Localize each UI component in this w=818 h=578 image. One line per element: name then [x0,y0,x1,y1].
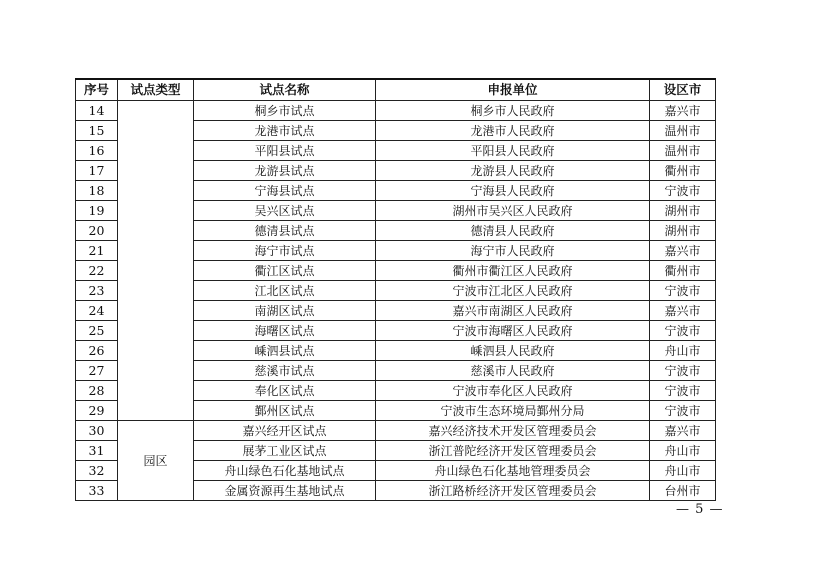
header-name: 试点名称 [194,79,376,101]
cell-unit: 宁海县人民政府 [376,181,650,201]
cell-unit: 德清县人民政府 [376,221,650,241]
cell-name: 吴兴区试点 [194,201,376,221]
cell-name: 慈溪市试点 [194,361,376,381]
table-row [76,101,716,121]
cell-city: 湖州市 [650,221,716,241]
cell-name: 舟山绿色石化基地试点 [194,461,376,481]
cell-unit: 湖州市吴兴区人民政府 [376,201,650,221]
cell-no: 16 [76,141,118,161]
cell-no: 27 [76,361,118,381]
cell-unit: 浙江普陀经济开发区管理委员会 [376,441,650,461]
pilot-table [75,78,716,501]
page-number: — 5 — [676,502,724,517]
cell-city: 温州市 [650,121,716,141]
cell-unit: 宁波市生态环境局鄞州分局 [376,401,650,421]
cell-name: 鄞州区试点 [194,401,376,421]
header-no: 序号 [76,79,118,101]
cell-city: 宁波市 [650,281,716,301]
cell-city: 舟山市 [650,461,716,481]
cell-no: 23 [76,281,118,301]
cell-name: 海宁市试点 [194,241,376,261]
cell-no: 18 [76,181,118,201]
cell-type-group: 园区 [118,421,194,501]
header-unit: 申报单位 [376,79,650,101]
cell-name: 衢江区试点 [194,261,376,281]
cell-city: 舟山市 [650,341,716,361]
cell-name: 南湖区试点 [194,301,376,321]
cell-no: 32 [76,461,118,481]
cell-no: 33 [76,481,118,501]
cell-name: 龙游县试点 [194,161,376,181]
cell-no: 29 [76,401,118,421]
cell-city: 嘉兴市 [650,241,716,261]
cell-city: 舟山市 [650,441,716,461]
cell-name: 平阳县试点 [194,141,376,161]
cell-city: 宁波市 [650,401,716,421]
cell-no: 21 [76,241,118,261]
cell-city: 宁波市 [650,181,716,201]
cell-no: 30 [76,421,118,441]
cell-unit: 浙江路桥经济开发区管理委员会 [376,481,650,501]
cell-name: 龙港市试点 [194,121,376,141]
cell-name: 奉化区试点 [194,381,376,401]
cell-unit: 桐乡市人民政府 [376,101,650,121]
cell-unit: 龙游县人民政府 [376,161,650,181]
cell-name: 海曙区试点 [194,321,376,341]
cell-name: 金属资源再生基地试点 [194,481,376,501]
cell-city: 宁波市 [650,381,716,401]
cell-city: 宁波市 [650,321,716,341]
cell-no: 26 [76,341,118,361]
cell-no: 22 [76,261,118,281]
cell-unit: 海宁市人民政府 [376,241,650,261]
cell-no: 31 [76,441,118,461]
cell-name: 嘉兴经开区试点 [194,421,376,441]
cell-no: 20 [76,221,118,241]
cell-unit: 平阳县人民政府 [376,141,650,161]
table-body [76,101,716,501]
cell-unit: 嵊泗县人民政府 [376,341,650,361]
cell-unit: 嘉兴经济技术开发区管理委员会 [376,421,650,441]
cell-no: 14 [76,101,118,121]
cell-city: 嘉兴市 [650,101,716,121]
cell-no: 17 [76,161,118,181]
cell-unit: 宁波市海曙区人民政府 [376,321,650,341]
header-type: 试点类型 [118,79,194,101]
cell-city: 衢州市 [650,161,716,181]
cell-no: 28 [76,381,118,401]
cell-name: 桐乡市试点 [194,101,376,121]
cell-unit: 龙港市人民政府 [376,121,650,141]
cell-name: 展茅工业区试点 [194,441,376,461]
cell-unit: 衢州市衢江区人民政府 [376,261,650,281]
cell-name: 德清县试点 [194,221,376,241]
cell-no: 24 [76,301,118,321]
cell-name: 宁海县试点 [194,181,376,201]
cell-type-group [118,101,194,421]
cell-unit: 嘉兴市南湖区人民政府 [376,301,650,321]
cell-unit: 慈溪市人民政府 [376,361,650,381]
cell-city: 衢州市 [650,261,716,281]
table-header [76,79,716,101]
cell-unit: 宁波市江北区人民政府 [376,281,650,301]
cell-city: 温州市 [650,141,716,161]
table-row [76,421,716,441]
cell-city: 宁波市 [650,361,716,381]
cell-name: 嵊泗县试点 [194,341,376,361]
cell-unit: 宁波市奉化区人民政府 [376,381,650,401]
cell-city: 湖州市 [650,201,716,221]
header-city: 设区市 [650,79,716,101]
cell-no: 25 [76,321,118,341]
cell-no: 15 [76,121,118,141]
cell-city: 嘉兴市 [650,301,716,321]
cell-name: 江北区试点 [194,281,376,301]
cell-city: 嘉兴市 [650,421,716,441]
cell-city: 台州市 [650,481,716,501]
cell-no: 19 [76,201,118,221]
cell-unit: 舟山绿色石化基地管理委员会 [376,461,650,481]
